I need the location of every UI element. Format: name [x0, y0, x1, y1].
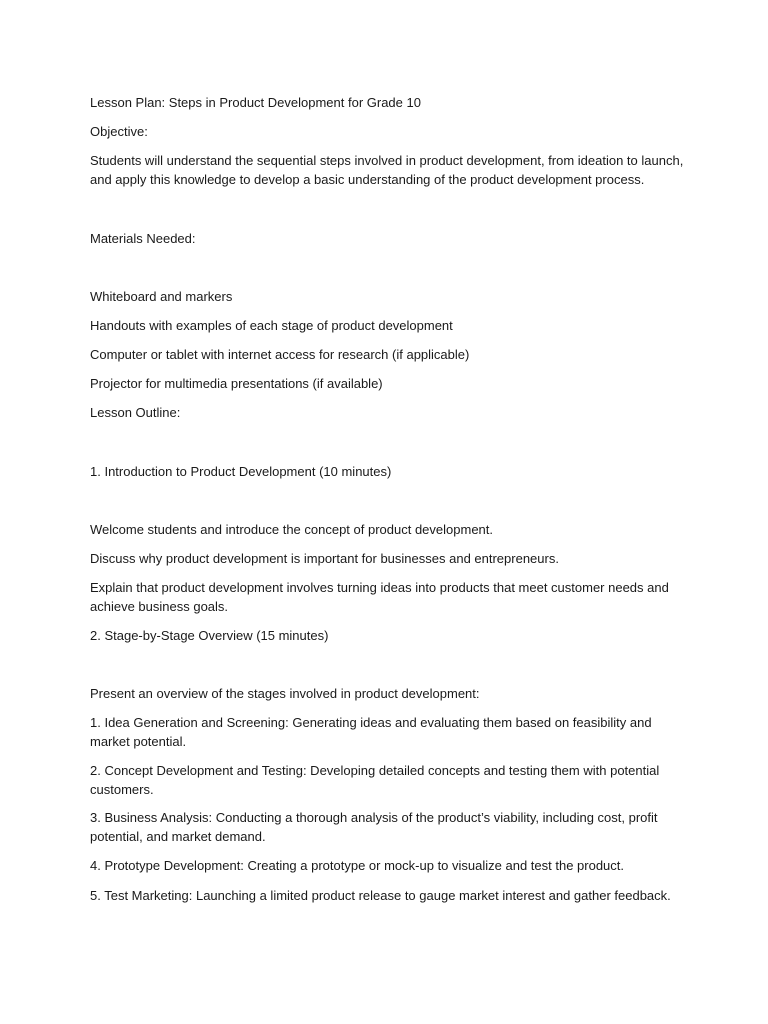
stage-item: 5. Test Marketing: Launching a limited product release to gauge market interest and gather feedback. — [90, 888, 671, 903]
stage-item: 2. Concept Development and Testing: Developing detailed concepts and testing them with potential customers. — [90, 763, 660, 797]
stage-item: 4. Prototype Development: Creating a prototype or mock-up to visualize and test the product. — [90, 858, 625, 873]
materials-item: Handouts with examples of each stage of product development — [90, 318, 453, 333]
section1-item: Welcome students and introduce the concept of product development. — [90, 522, 494, 537]
objective-heading: Objective: — [90, 124, 148, 139]
materials-item: Projector for multimedia presentations (if available) — [90, 376, 383, 391]
materials-heading: Materials Needed: — [90, 231, 196, 246]
materials-item: Computer or tablet with internet access for research (if applicable) — [90, 347, 470, 362]
section1-heading: 1. Introduction to Product Development (10 minutes) — [90, 464, 392, 479]
materials-item: Whiteboard and markers — [90, 289, 233, 304]
objective-text: Students will understand the sequential steps involved in product development, from ideation to launch, and apply this knowledge to develop a basic understanding of the product development process. — [90, 153, 684, 187]
section1-item: Explain that product development involves turning ideas into products that meet customer needs and achieve business goals. — [90, 580, 669, 614]
document-title: Lesson Plan: Steps in Product Development for Grade 10 — [90, 95, 421, 110]
stage-item: 3. Business Analysis: Conducting a thorough analysis of the product’s viability, including cost, profit potential, and market demand. — [90, 810, 658, 844]
section2-heading: 2. Stage-by-Stage Overview (15 minutes) — [90, 628, 329, 643]
section1-item: Discuss why product development is important for businesses and entrepreneurs. — [90, 551, 559, 566]
stage-item: 1. Idea Generation and Screening: Generating ideas and evaluating them based on feasibility and market potential. — [90, 715, 652, 749]
section2-intro: Present an overview of the stages involved in product development: — [90, 686, 480, 701]
outline-heading: Lesson Outline: — [90, 405, 181, 420]
